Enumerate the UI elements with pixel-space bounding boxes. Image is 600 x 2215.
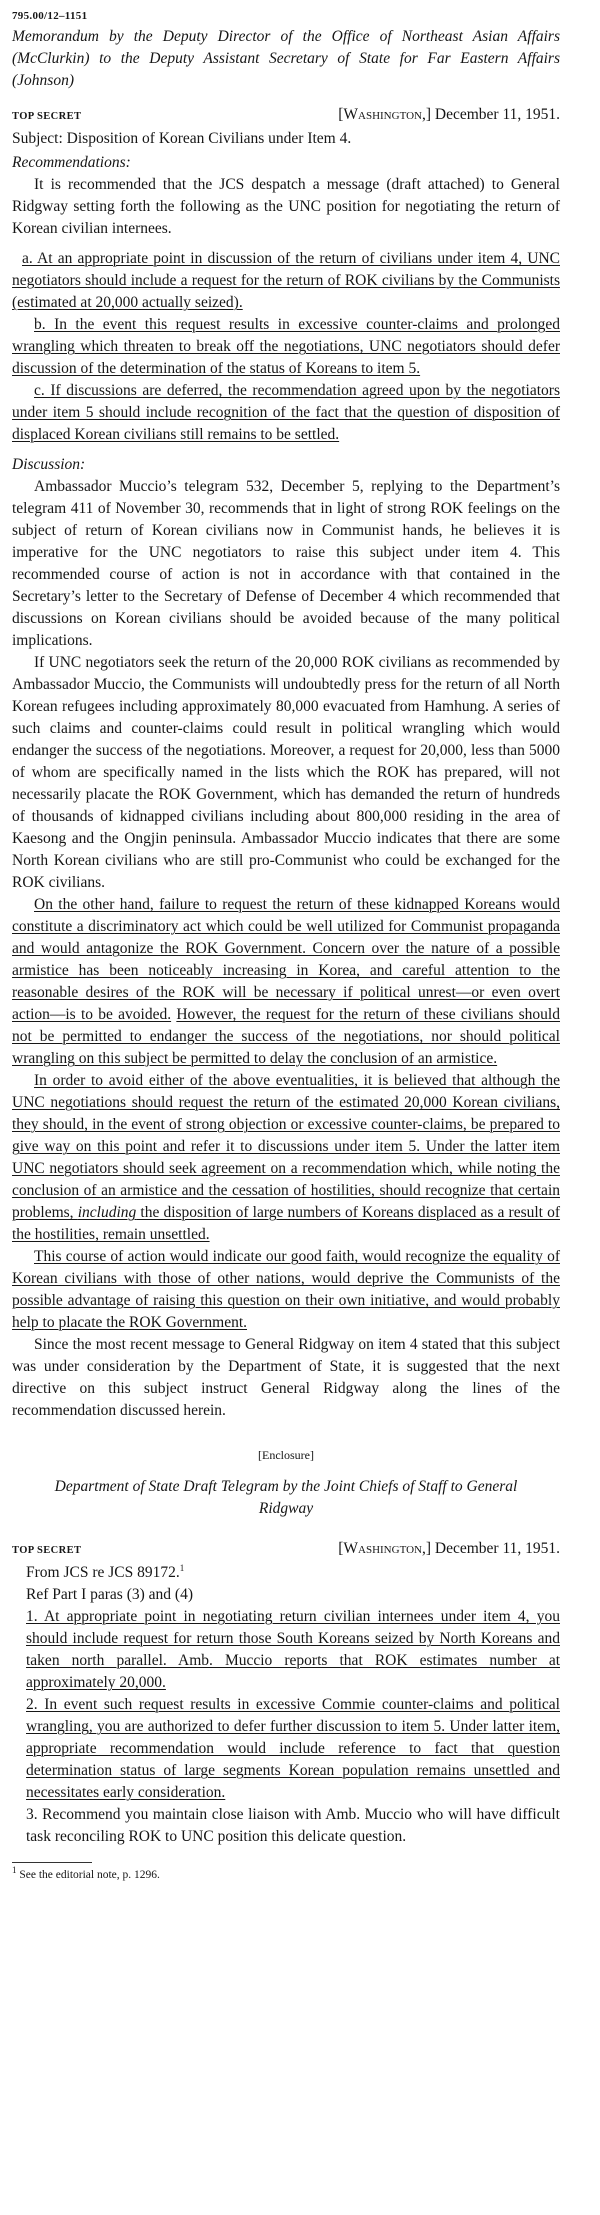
telegram-ref-line: Ref Part I paras (3) and (4) (26, 1586, 193, 1603)
discussion-heading: Discussion: (12, 456, 86, 473)
telegram-paragraph-2-text: 2. In event such request results in excessive Commie counter-claims and political wrangling, you are authorized to defer further discussion to item 5. Under latter item, appropriate recommendation would include reference to fact that question determination status of large segments Korean population remains unsettled and necessitates early consideration. (26, 1696, 560, 1801)
recommendations-heading: Recommendations: (12, 154, 131, 171)
discussion-paragraph-1: Ambassador Muccio’s telegram 532, December 5, replying to the Department’s telegram 411 of November 30, recommends that in light of strong ROK feelings on the subject of return of Korean civilians now in Communist hands, he believes it is imperative for the UNC negotiators to raise this subject under item 4. This recommended course of action is not in accordance with that contained in the Secretary’s letter to the Secretary of Defense of December 4 which recommended that discussions on Korean civilians should be avoided because of the many political implications. (12, 478, 560, 649)
discussion-paragraph-5 (12, 1246, 560, 1334)
memo-place: [Washington,] (338, 106, 432, 123)
recommendation-a-text: a. At an appropriate point in discussion of the return of civilians under item 4, UNC negotiators should include a request for the return of ROK civilians by the Communists (estimated at 20,000 actually seized). (12, 250, 560, 311)
footnote-divider (12, 1862, 92, 1863)
discussion-paragraph-3-part-2: However, the request for the return of these civilians should not be permitted to endanger the success of the negotiations, nor should political wrangling on this subject be permitted to delay the conclusion of an armistice. (12, 1006, 560, 1067)
discussion-paragraph-5-text: This course of action would indicate our good faith, would recognize the equality of Korean civilians with those of other nations, would deprive the Communists of the possible advantage of raising this question on their own initiative, and would probably help to placate the ROK Government. (12, 1248, 560, 1331)
recommendation-c-text: c. If discussions are deferred, the recommendation agreed upon by the negotiators under item 5 should include recognition of the fact that the question of disposition of displaced Korean civilians still remains to be settled. (12, 382, 560, 443)
telegram-paragraph-1-text: 1. At appropriate point in negotiating return civilian internees under item 4, you should include request for return those South Koreans seized by North Koreans and taken north parallel. Amb. Muccio reports that ROK estimates number at approximately 20,000. (26, 1608, 560, 1691)
file-number: 795.00/12–1151 (12, 10, 88, 22)
recommendation-b (12, 314, 560, 380)
footnote (12, 1867, 560, 1883)
enclosure-date: December 11, 1951. (434, 1540, 560, 1557)
footnote-reference: 1 (179, 1562, 185, 1573)
telegram-from-text: From JCS re JCS 89172. (26, 1564, 180, 1581)
discussion-paragraph-3-part-1: On the other hand, failure to request the return of these kidnapped Koreans would constitute a discriminatory act which could be well utilized for Communist propaganda and would antagonize the ROK Government. Concern over the nature of a possible armistice has been noticeably increasing in Korea, and careful attention to the reasonable desires of the ROK will be necessary if political unrest—or even overt action—is to be avoided. (12, 896, 560, 1023)
enclosure-place-date (338, 1538, 560, 1560)
document-content (12, 8, 560, 1883)
enclosure-label: [Enclosure] (258, 1448, 314, 1462)
discussion-paragraph-2: If UNC negotiators seek the return of the 20,000 ROK civilians as recommended by Ambassador Muccio, the Communists will undoubtedly press for the return of all North Korean refugees including approximately 80,000 evacuated from Hamhung. A series of such claims and counter-claims could result in political wrangling which would endanger the success of the negotiations. Moreover, a request for 20,000, less than 5000 of whom are specifically named in the lists which the ROK has prepared, will not necessarily placate the ROK Government, which has demanded the return of hundreds of thousands of kidnapped civilians including about 800,000 residing in the area of Kaesong and the Ongjin peninsula. Ambassador Muccio indicates that there are some North Korean civilians who are still pro-Communist who could be exchanged for the ROK civilians. (12, 654, 560, 891)
footnote-text: See the editorial note, p. 1296. (19, 1869, 160, 1881)
recommendation-b-text: b. In the event this request results in excessive counter-claims and prolonged wrangling which threaten to break off the negotiations, UNC negotiators should defer discussion of the determination of the status of Koreans to item 5. (12, 316, 560, 377)
enclosure-classification-row (12, 1538, 560, 1562)
enclosure-title: Department of State Draft Telegram by the Joint Chiefs of Staff to General Ridgway (54, 1478, 518, 1517)
discussion-paragraph-3 (12, 894, 560, 1070)
recommendation-a (12, 248, 560, 314)
enclosure-classification-label: TOP SECRET (12, 1545, 82, 1556)
enclosure-place: [Washington,] (338, 1540, 432, 1557)
discussion-paragraph-4-emphasis: including (77, 1204, 137, 1221)
telegram-paragraph-1 (12, 1606, 560, 1694)
memo-subject: Subject: Disposition of Korean Civilians under Item 4. (12, 130, 352, 147)
telegram-paragraph-3: 3. Recommend you maintain close liaison with Amb. Muccio who will have difficult task reconciling ROK to UNC position this delicate question. (26, 1806, 560, 1845)
telegram-paragraph-2 (12, 1694, 560, 1804)
telegram-from-line (12, 1562, 560, 1584)
telegram-body (12, 1562, 560, 1848)
discussion-paragraph-6: Since the most recent message to General Ridgway on item 4 stated that this subject was under consideration by the Department of State, it is suggested that the next directive on this subject instruct General Ridgway along the lines of the recommendation discussed herein. (12, 1336, 560, 1419)
recommendations-intro: It is recommended that the JCS despatch a message (draft attached) to General Ridgway setting forth the following as the UNC position for negotiating the return of Korean civilian internees. (12, 176, 560, 237)
discussion-paragraph-4-part-2: the disposition of large numbers of Koreans displaced as a result of the hostilities, remain unsettled. (12, 1204, 561, 1243)
memo-classification-row (12, 104, 560, 128)
recommendation-c (12, 380, 560, 446)
discussion-paragraph-4-part-1: In order to avoid either of the above eventualities, it is believed that although the UNC negotiations should request the return of the estimated 20,000 Korean civilians, they should, in the event of strong objection or excessive counter-claims, be prepared to give way on this point and refer it to discussions under item 5. Under the latter item UNC negotiators should seek agreement on a recommendation which, while noting the conclusion of an armistice and the cessation of hostilities, should recognize that certain problems, (12, 1072, 560, 1221)
discussion-paragraph-4 (12, 1070, 560, 1246)
memo-place-date (338, 104, 560, 126)
memo-date: December 11, 1951. (434, 106, 560, 123)
footnote-marker: 1 (12, 1865, 17, 1876)
classification-label: TOP SECRET (12, 111, 82, 122)
memo-title: Memorandum by the Deputy Director of the Office of Northeast Asian Affairs (McClurkin) to the Deputy Assistant Secretary of State for Far Eastern Affairs (Johnson) (12, 28, 560, 89)
